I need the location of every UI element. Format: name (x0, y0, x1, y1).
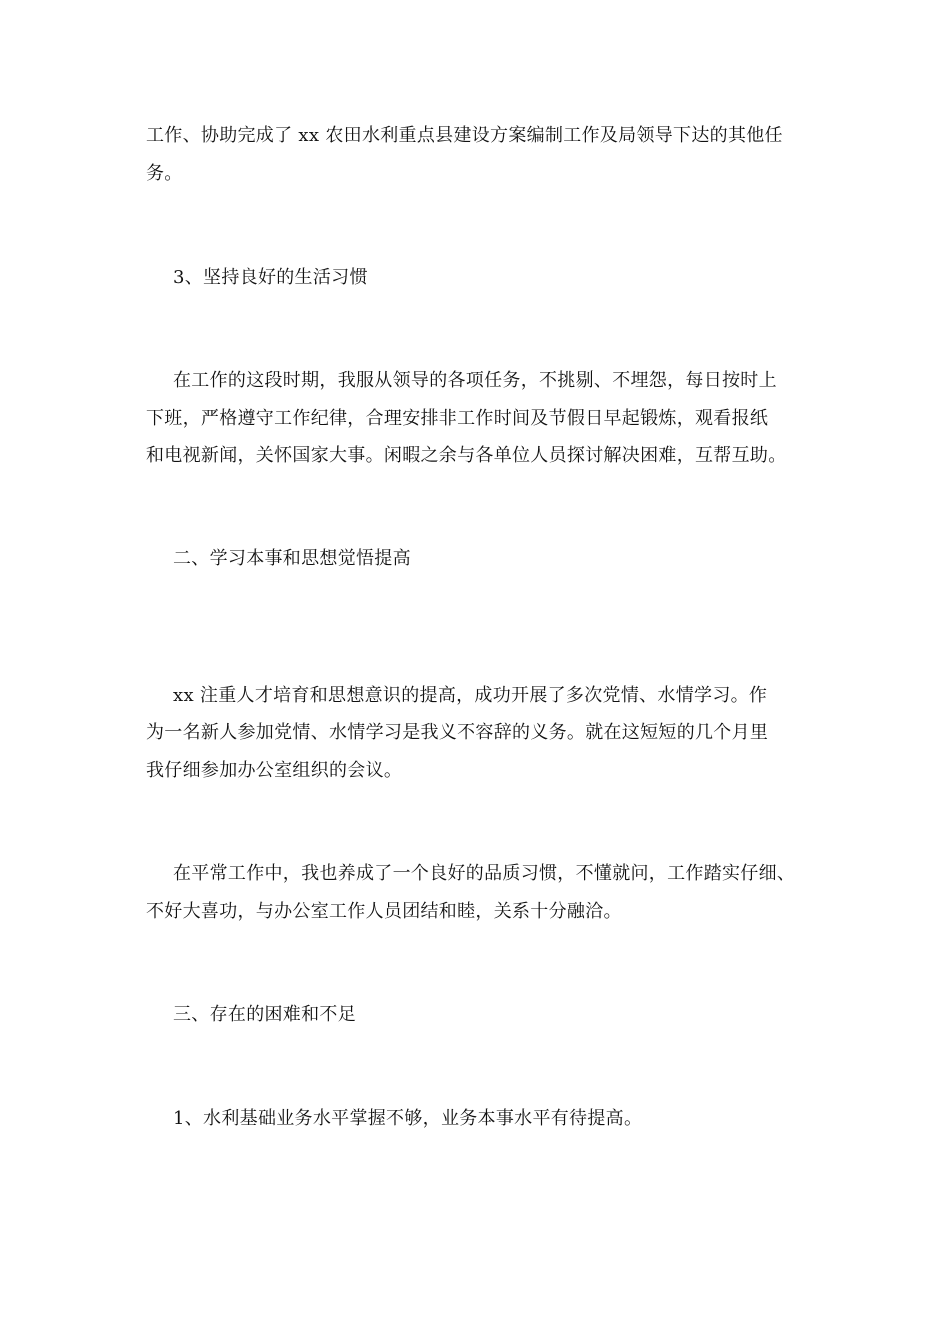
paragraph-line: 不好大喜功，与办公室工作人员团结和睦，关系十分融洽。 (146, 901, 622, 922)
paragraph-line: 下班，严格遵守工作纪律，合理安排非工作时间及节假日早起锻炼，观看报纸 (146, 408, 769, 429)
paragraph-line: 我仔细参加办公室组织的会议。 (146, 760, 403, 781)
section-heading: 二、学习本事和思想觉悟提高 (173, 548, 411, 569)
paragraph-line: 在工作的这段时期，我服从领导的各项任务，不挑剔、不埋怨，每日按时上 (173, 370, 777, 391)
paragraph-line: 在平常工作中，我也养成了一个良好的品质习惯，不懂就问，工作踏实仔细、 (173, 863, 796, 884)
paragraph-line: 工作、协助完成了 xx 农田水利重点县建设方案编制工作及局领导下达的其他任 (146, 125, 783, 146)
list-item: 1、水利基础业务水平掌握不够，业务本事水平有待提高。 (173, 1108, 643, 1129)
paragraph-line: 务。 (146, 163, 183, 184)
paragraph-line: 为一名新人参加党情、水情学习是我义不容辞的义务。就在这短短的几个月里 (146, 722, 769, 743)
section-heading: 三、存在的困难和不足 (173, 1004, 356, 1025)
paragraph-line: xx 注重人才培育和思想意识的提高，成功开展了多次党情、水情学习。作 (173, 685, 768, 706)
subheading: 3、坚持良好的生活习惯 (173, 267, 368, 288)
paragraph-line: 和电视新闻，关怀国家大事。闲暇之余与各单位人员探讨解决困难，互帮互助。 (146, 445, 787, 466)
